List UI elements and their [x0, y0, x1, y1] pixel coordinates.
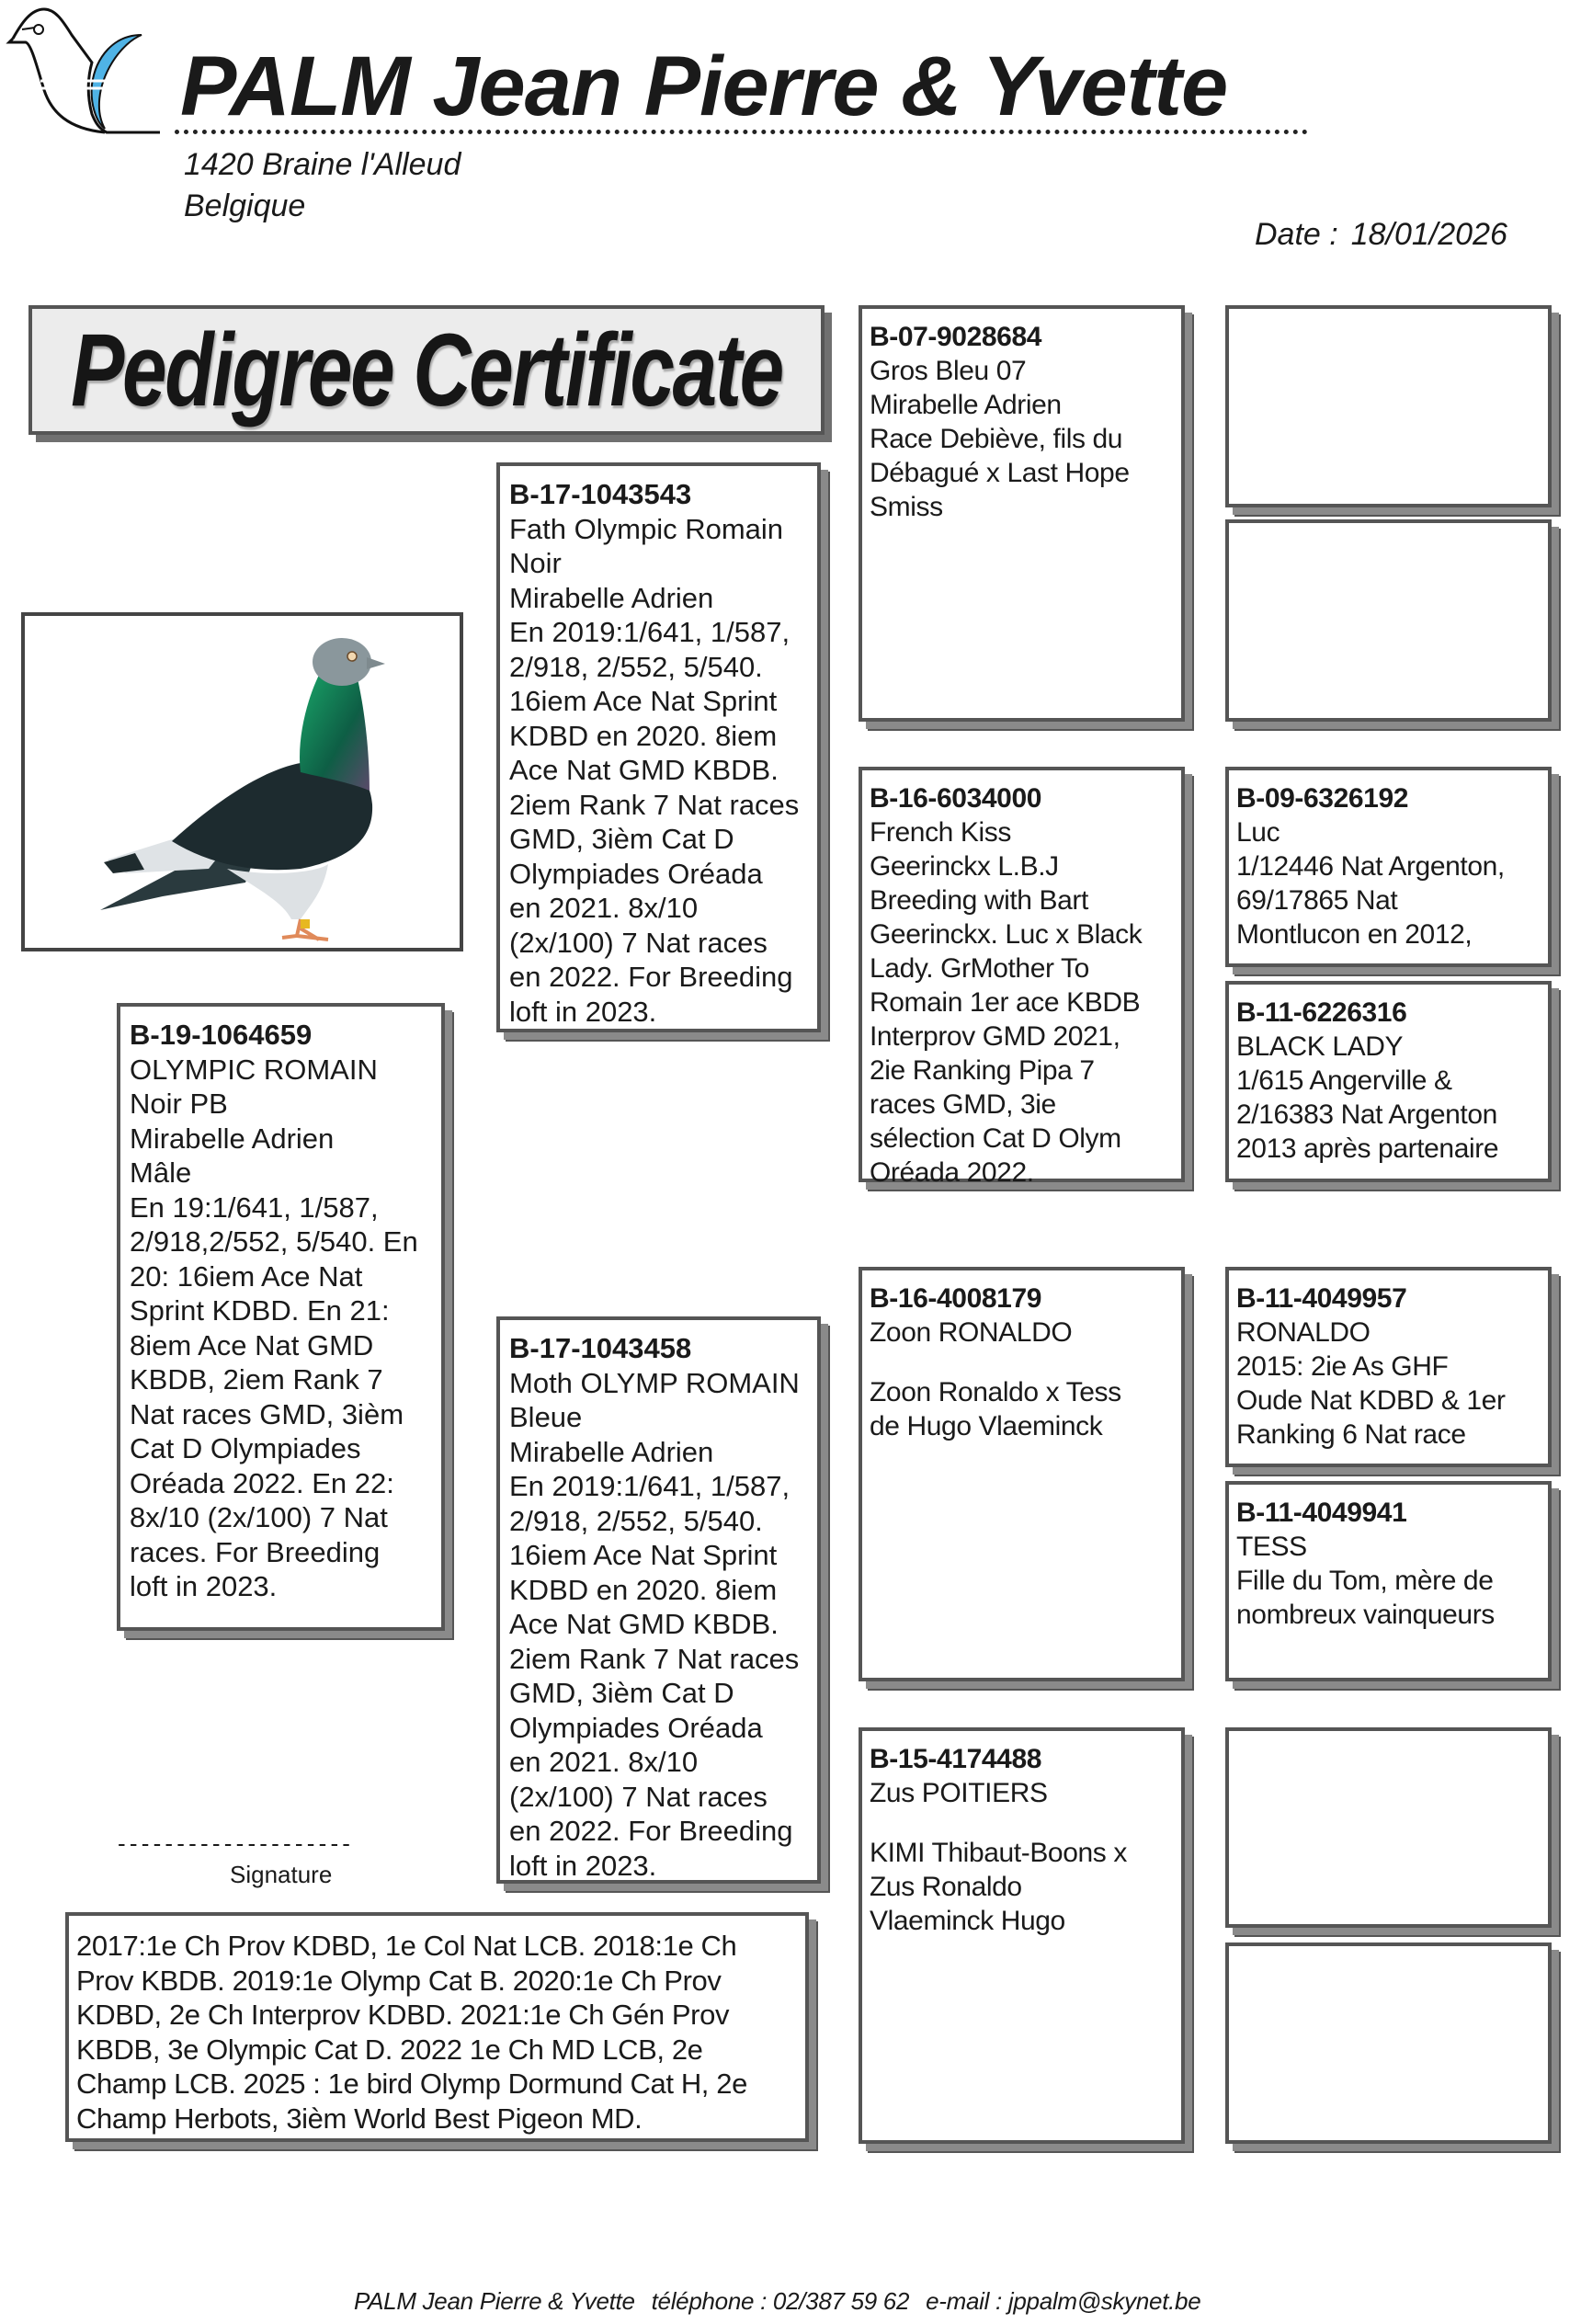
card-text-line: Mirabelle Adrien	[509, 1435, 714, 1468]
ring-number: B-19-1064659	[130, 1019, 313, 1051]
card-text-line: Zoon RONALDO	[870, 1317, 1073, 1348]
pedigree-card-father	[496, 462, 821, 1032]
pedigree-title: Pedigree Certificate	[71, 313, 782, 427]
card-text-line: En 2019:1/641, 1/587,	[509, 1470, 790, 1502]
pedigree-card-empty	[1225, 1942, 1552, 2144]
ring-number: B-11-6226316	[1236, 997, 1407, 1028]
address-line-2: Belgique	[184, 188, 306, 223]
card-text-line: nombreux vainqueurs	[1236, 1600, 1495, 1630]
card-text-line: RONALDO	[1236, 1317, 1371, 1348]
card-text-line: 2ie Ranking Pipa 7	[870, 1055, 1095, 1086]
card-text-line: Fath Olympic Romain	[509, 512, 784, 545]
pigeon-image	[25, 616, 460, 948]
card-text-line: Geerinckx L.B.J	[870, 851, 1059, 882]
card-text-line: 2013 après partenaire	[1236, 1134, 1499, 1164]
achievements-box	[65, 1912, 809, 2142]
card-text-line: 8iem Ace Nat GMD	[130, 1328, 374, 1361]
card-text-line: Oréada 2022.	[870, 1157, 1034, 1188]
pedigree-card-mother	[496, 1316, 821, 1884]
card-text-line: Débagué x Last Hope	[870, 458, 1130, 488]
card-text-line: 8x/10 (2x/100) 7 Nat	[130, 1501, 388, 1533]
card-text-line: loft in 2023.	[509, 1849, 657, 1882]
card-text-line: Zoon Ronaldo x Tess	[870, 1377, 1121, 1407]
card-text-line: en 2021. 8x/10	[509, 892, 699, 924]
pedigree-card-subject	[117, 1003, 445, 1631]
card-text-line: KBDB, 2iem Rank 7	[130, 1363, 383, 1396]
pedigree-card-ffm-mother	[1225, 981, 1552, 1182]
date	[1255, 217, 1520, 253]
card-text-line: En 19:1/641, 1/587,	[130, 1190, 379, 1224]
card-text-line: Zus POITIERS	[870, 1778, 1048, 1808]
card-text-line: 2/16383 Nat Argenton	[1236, 1099, 1497, 1130]
breeder-name: PALM Jean Pierre & Yvette	[180, 40, 1228, 133]
card-text-line: Noir PB	[130, 1088, 228, 1120]
card-text-line: loft in 2023.	[130, 1570, 278, 1602]
card-text-line: Nat races GMD, 3ièm	[130, 1397, 404, 1430]
card-text-line: Mirabelle Adrien	[130, 1122, 335, 1155]
date-value: 18/01/2026	[1350, 217, 1507, 252]
footer	[354, 2287, 1217, 2316]
pigeon-logo-icon	[4, 2, 160, 140]
card-text-line: Mirabelle Adrien	[870, 390, 1062, 420]
card-text-line: French Kiss	[870, 817, 1011, 848]
footer-email[interactable]: e-mail : jppalm@skynet.be	[926, 2287, 1201, 2315]
ring-number: B-16-6034000	[870, 783, 1042, 814]
pedigree-card-father-mother	[859, 767, 1185, 1188]
card-text-line: Ranking 6 Nat race	[1236, 1419, 1466, 1450]
card-text-line: Romain 1er ace KBDB	[870, 987, 1141, 1018]
card-text-line: Zus Ronaldo	[870, 1872, 1022, 1902]
ring-number: B-09-6326192	[1236, 783, 1409, 814]
card-text-line: Noir	[509, 547, 562, 579]
card-text-line: (2x/100) 7 Nat races	[509, 926, 768, 959]
card-text-line: TESS	[1236, 1532, 1307, 1562]
spacer	[870, 1810, 1172, 1836]
ring-number: B-17-1043543	[509, 478, 692, 510]
card-text-line: en 2022. For Breeding	[509, 1815, 793, 1847]
card-text-line: 2015: 2ie As GHF	[1236, 1351, 1449, 1382]
card-text-line: 1/615 Angerville &	[1236, 1065, 1452, 1096]
card-text-line: Montlucon en 2012,	[1236, 919, 1473, 950]
date-label: Date :	[1255, 217, 1338, 252]
ring-number: B-07-9028684	[870, 322, 1042, 352]
pedigree-card-mother-mother	[859, 1727, 1185, 2144]
card-text-line: Oréada 2022. En 22:	[130, 1466, 394, 1499]
pedigree-title-box	[28, 305, 825, 435]
card-text-line: Lady. GrMother To	[870, 953, 1089, 984]
card-text-line: 2017:1e Ch Prov KDBD, 1e Col Nat LCB. 2018:1e Ch	[76, 1930, 737, 1962]
card-text-line: Prov KBDB. 2019:1e Olymp Cat B. 2020:1e Ch Prov	[76, 1964, 722, 1997]
card-text-line: en 2021. 8x/10	[509, 1746, 699, 1778]
ring-number: B-11-4049957	[1236, 1283, 1407, 1314]
pigeon-photo	[21, 612, 463, 951]
card-text-line: Fille du Tom, mère de	[1236, 1566, 1494, 1596]
card-text-line: 2iem Rank 7 Nat races	[509, 788, 800, 821]
ring-number: B-16-4008179	[870, 1283, 1042, 1314]
card-text-line: Bleue	[509, 1401, 583, 1433]
card-text-line: 2/918, 2/552, 5/540.	[509, 1504, 763, 1537]
card-text-line: (2x/100) 7 Nat races	[509, 1780, 768, 1813]
card-text-line: 20: 16iem Ace Nat	[130, 1259, 363, 1293]
card-text-line: Vlaeminck Hugo	[870, 1906, 1065, 1936]
pedigree-card-mother-father	[859, 1267, 1185, 1681]
card-text-line: en 2022. For Breeding	[509, 961, 793, 993]
card-text-line: Race Debiève, fils du	[870, 424, 1123, 454]
card-text-line: Ace Nat GMD KBDB.	[509, 754, 779, 786]
card-text-line: 16iem Ace Nat Sprint	[509, 1539, 778, 1571]
card-text-line: Smiss	[870, 492, 943, 522]
card-text-line: Olympiades Oréada	[509, 1711, 763, 1744]
footer-phone: téléphone : 02/387 59 62	[651, 2287, 910, 2315]
card-text-line: 2/918, 2/552, 5/540.	[509, 650, 763, 683]
card-text-line: OLYMPIC ROMAIN	[130, 1053, 378, 1086]
card-text-line: BLACK LADY	[1236, 1031, 1404, 1062]
pedigree-card-empty	[1225, 305, 1552, 507]
card-text-line: Luc	[1236, 817, 1280, 848]
card-text-line: races. For Breeding	[130, 1535, 381, 1568]
card-text-line: de Hugo Vlaeminck	[870, 1411, 1103, 1441]
card-text-line: sélection Cat D Olym	[870, 1123, 1121, 1154]
spacer	[870, 1350, 1172, 1375]
card-text-line: Ace Nat GMD KBDB.	[509, 1608, 779, 1640]
card-text-line: KBDB, 3e Olympic Cat D. 2022 1e Ch MD LCB, 2e	[76, 2033, 703, 2066]
card-text-line: 1/12446 Nat Argenton,	[1236, 851, 1505, 882]
signature-line: --------------------	[118, 1829, 355, 1857]
footer-name: PALM Jean Pierre & Yvette	[354, 2287, 635, 2315]
card-text-line: KIMI Thibaut-Boons x	[870, 1838, 1127, 1868]
pedigree-card-mf-father	[1225, 1267, 1552, 1467]
ring-number: B-15-4174488	[870, 1744, 1042, 1774]
card-text-line: Interprov GMD 2021,	[870, 1021, 1120, 1052]
card-text-line: 69/17865 Nat	[1236, 885, 1398, 916]
pedigree-card-mf-mother	[1225, 1481, 1552, 1681]
card-text-line: Mirabelle Adrien	[509, 581, 714, 614]
card-text-line: Sprint KDBD. En 21:	[130, 1294, 390, 1327]
card-text-line: GMD, 3ièm Cat D	[509, 1677, 734, 1709]
signature-label: Signature	[230, 1861, 333, 1888]
card-text-line: KDBD en 2020. 8iem	[509, 1573, 778, 1606]
card-text-line: Oude Nat KDBD & 1er	[1236, 1385, 1506, 1416]
ring-number: B-17-1043458	[509, 1332, 692, 1364]
card-text-line: KDBD en 2020. 8iem	[509, 719, 778, 752]
card-text-line: Champ LCB. 2025 : 1e bird Olymp Dormund Cat H, 2e	[76, 2068, 747, 2100]
card-text-line: 16iem Ace Nat Sprint	[509, 685, 778, 717]
card-text-line: races GMD, 3ie	[870, 1089, 1056, 1120]
pedigree-card-ffm-father	[1225, 767, 1552, 967]
ring-number: B-11-4049941	[1236, 1498, 1407, 1528]
card-text-line: Champ Herbots, 3ièm World Best Pigeon MD.	[76, 2102, 643, 2135]
address-line-1: 1420 Braine l'Alleud	[184, 147, 461, 182]
card-text-line: Gros Bleu 07	[870, 356, 1027, 386]
pedigree-card-empty	[1225, 519, 1552, 722]
card-text-line: 2/918,2/552, 5/540. En	[130, 1225, 418, 1258]
card-text-line: GMD, 3ièm Cat D	[509, 823, 734, 855]
card-text-line: Mâle	[130, 1156, 192, 1189]
card-text-line: Geerinckx. Luc x Black	[870, 919, 1143, 950]
card-text-line: Olympiades Oréada	[509, 857, 763, 890]
card-text-line: Moth OLYMP ROMAIN	[509, 1366, 800, 1399]
pedigree-card-empty	[1225, 1727, 1552, 1928]
card-text-line: En 2019:1/641, 1/587,	[509, 616, 790, 648]
card-text-line: KDBD, 2e Ch Interprov KDBD. 2021:1e Ch Gén Prov	[76, 1999, 730, 2031]
card-text-line: Cat D Olympiades	[130, 1432, 361, 1464]
card-text-line: loft in 2023.	[509, 995, 657, 1028]
pedigree-card-father-father	[859, 305, 1185, 722]
card-text-line: Breeding with Bart	[870, 885, 1088, 916]
header-underline	[175, 130, 1308, 134]
card-text-line: 2iem Rank 7 Nat races	[509, 1642, 800, 1675]
